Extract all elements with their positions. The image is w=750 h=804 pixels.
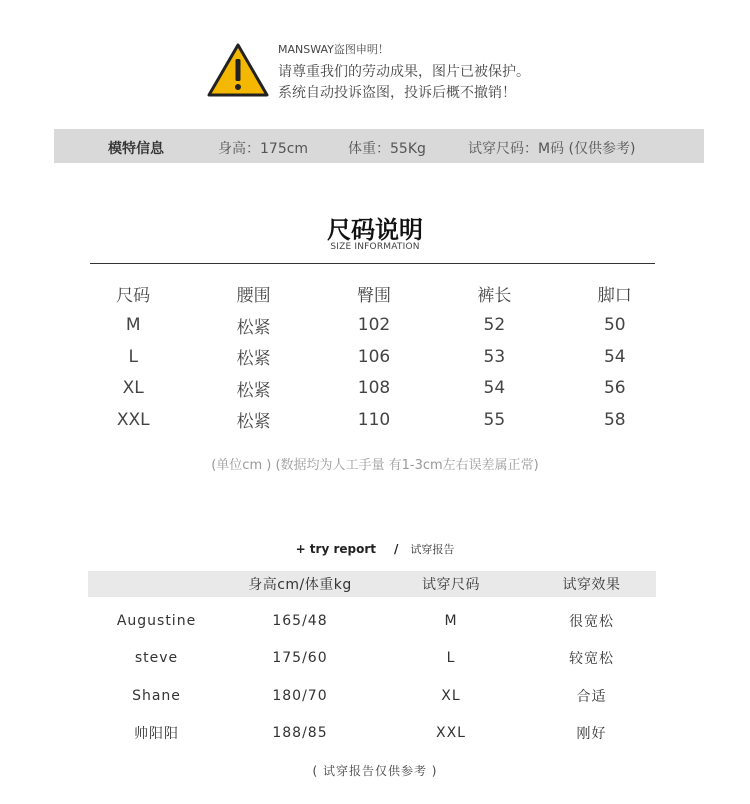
size-info-divider <box>90 263 655 264</box>
size-header-cell: 腰围 <box>236 286 271 307</box>
size-header-cell: 尺码 <box>116 286 151 307</box>
try-cell: 180/70 <box>272 687 328 704</box>
size-cell: M <box>125 315 141 336</box>
try-report-title-zh: 试穿报告 <box>410 543 455 556</box>
try-cell: M <box>444 612 458 629</box>
table-row <box>88 715 656 753</box>
size-table-header <box>73 278 675 310</box>
notice-line-2: 请尊重我们的劳动成果，图片已被保护。 <box>278 64 530 80</box>
size-cell: 54 <box>603 346 626 367</box>
table-row <box>73 373 675 405</box>
model-try-size: 试穿尺码：M码 (仅供参考) <box>468 141 636 157</box>
try-header-cell: 试穿尺码 <box>422 577 480 593</box>
try-cell: 刚好 <box>576 726 607 743</box>
model-info-bar <box>54 129 704 163</box>
size-cell: 松紧 <box>236 317 271 338</box>
table-row <box>88 640 656 678</box>
size-cell: 106 <box>357 346 391 367</box>
table-row <box>88 677 656 715</box>
try-report-heading <box>0 538 750 557</box>
size-info-subtitle: SIZE INFORMATION <box>330 242 420 252</box>
try-cell: 帅阳阳 <box>134 726 179 743</box>
size-cell: 102 <box>357 315 391 336</box>
try-cell: steve <box>134 650 179 667</box>
size-header-cell: 裤长 <box>477 286 512 307</box>
notice-line-3: 系统自动投诉盗图，投诉后概不撤销！ <box>278 85 516 101</box>
try-cell: 175/60 <box>272 650 328 667</box>
size-cell: 55 <box>483 409 506 430</box>
try-cell: L <box>446 650 456 667</box>
try-report-title-en: + try report <box>295 542 377 556</box>
try-report-header-bar <box>88 571 656 597</box>
size-cell: 50 <box>603 315 626 336</box>
size-cell: 松紧 <box>236 380 271 401</box>
try-cell: XXL <box>436 725 466 742</box>
table-row <box>88 602 656 640</box>
try-cell: 很宽松 <box>569 613 614 630</box>
try-report-slash: / <box>394 542 399 556</box>
size-cell: 松紧 <box>236 412 271 433</box>
model-height: 身高：175cm <box>218 141 309 157</box>
size-cell: XXL <box>116 409 150 430</box>
try-report-note: ( 试穿报告仅供参考 ) <box>312 764 438 778</box>
try-cell: 165/48 <box>272 612 328 629</box>
size-cell: 108 <box>357 378 391 399</box>
notice-brand-line: MANSWAY盗图申明！ <box>278 43 389 56</box>
size-cell: 松紧 <box>236 349 271 370</box>
try-header-cell: 身高cm/体重kg <box>248 577 352 593</box>
model-weight: 体重：55Kg <box>348 141 426 157</box>
try-cell: Augustine <box>116 612 197 629</box>
try-cell: XL <box>441 687 461 704</box>
try-cell: 较宽松 <box>569 651 614 668</box>
try-cell: 188/85 <box>272 725 328 742</box>
table-row <box>73 404 675 436</box>
size-cell: 52 <box>483 315 506 336</box>
try-cell: Shane <box>132 687 181 704</box>
warning-triangle-icon <box>206 42 270 98</box>
table-row <box>73 310 675 342</box>
size-cell: 110 <box>357 409 391 430</box>
size-cell: L <box>128 346 138 367</box>
size-cell: 54 <box>483 378 506 399</box>
size-info-title: 尺码说明 <box>327 216 423 244</box>
size-cell: 53 <box>483 346 506 367</box>
size-header-cell: 脚口 <box>597 286 632 307</box>
size-cell: 56 <box>603 378 626 399</box>
size-table <box>73 278 675 436</box>
model-info-title: 模特信息 <box>108 141 164 157</box>
size-cell: XL <box>122 378 144 399</box>
try-cell: 合适 <box>576 688 607 705</box>
try-report-table <box>88 602 656 752</box>
size-measure-note: (单位cm ) (数据均为人工手量 有1-3cm左右误差属正常) <box>211 458 539 473</box>
try-header-cell: 试穿效果 <box>562 577 621 593</box>
size-header-cell: 臀围 <box>356 286 391 307</box>
table-row <box>73 341 675 373</box>
size-cell: 58 <box>603 409 626 430</box>
